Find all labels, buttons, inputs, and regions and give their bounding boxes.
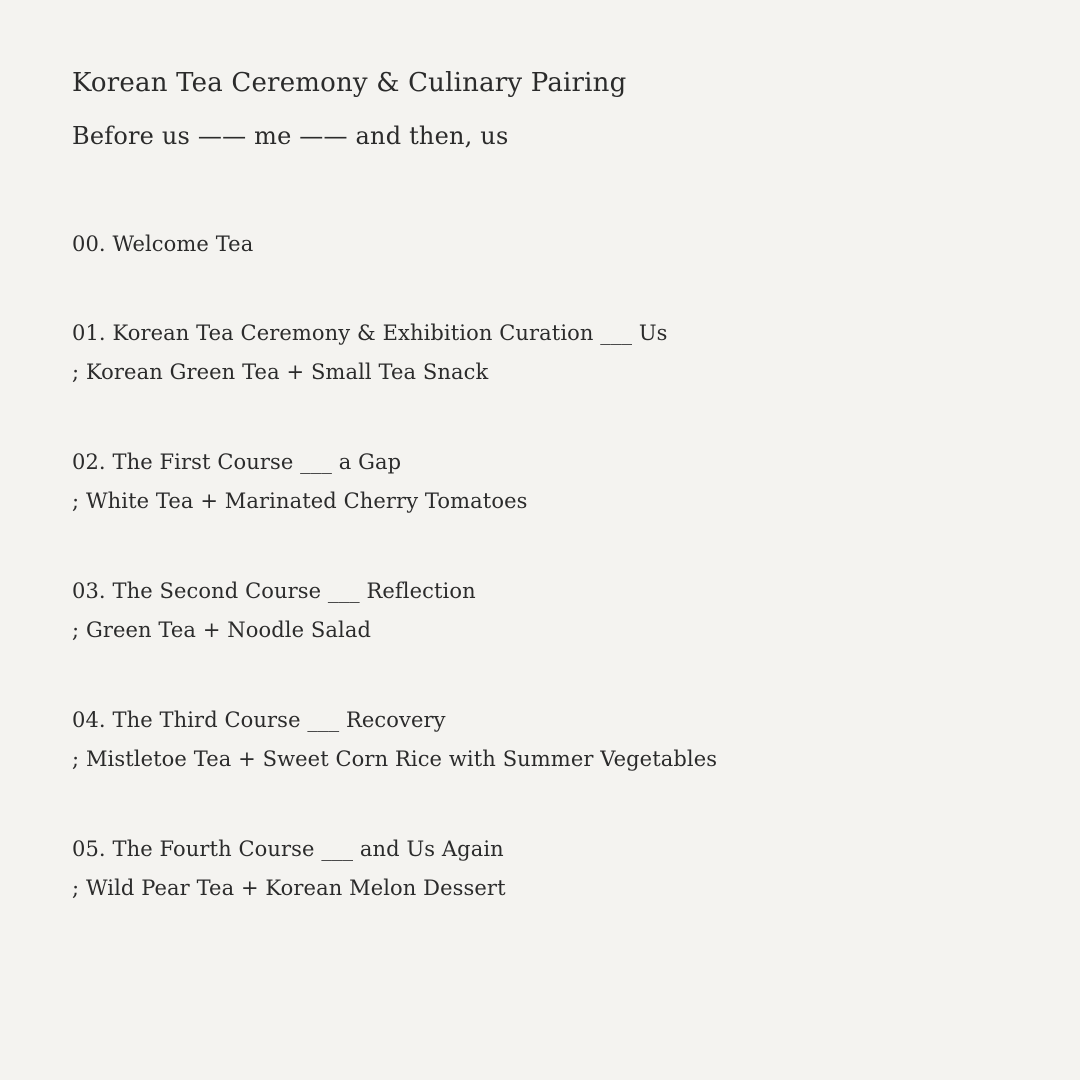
page-subtitle: Before us —— me —— and then, us (72, 122, 509, 150)
menu-page (72, 64, 1032, 900)
course-01 (72, 314, 1032, 391)
course-04 (72, 701, 1032, 778)
welcome-tea-title: 00. Welcome Tea (72, 232, 254, 256)
page-title: Korean Tea Ceremony & Culinary Pairing (72, 68, 627, 98)
course-title: 04. The Third Course ___ Recovery (72, 708, 446, 732)
course-title: 01. Korean Tea Ceremony & Exhibition Curation ___ Us (72, 321, 668, 345)
course-pairing: ; Korean Green Tea + Small Tea Snack (72, 360, 489, 384)
course-list (72, 225, 1032, 959)
welcome-item (72, 225, 1032, 263)
course-pairing: ; Mistletoe Tea + Sweet Corn Rice with Summer Vegetables (72, 747, 718, 771)
course-03 (72, 572, 1032, 649)
course-title: 02. The First Course ___ a Gap (72, 450, 402, 474)
course-title: 03. The Second Course ___ Reflection (72, 579, 476, 603)
course-05 (72, 830, 1032, 907)
course-02 (72, 443, 1032, 520)
course-pairing: ; White Tea + Marinated Cherry Tomatoes (72, 489, 528, 513)
course-title: 05. The Fourth Course ___ and Us Again (72, 837, 504, 861)
course-pairing: ; Wild Pear Tea + Korean Melon Dessert (72, 876, 506, 900)
course-pairing: ; Green Tea + Noodle Salad (72, 618, 371, 642)
